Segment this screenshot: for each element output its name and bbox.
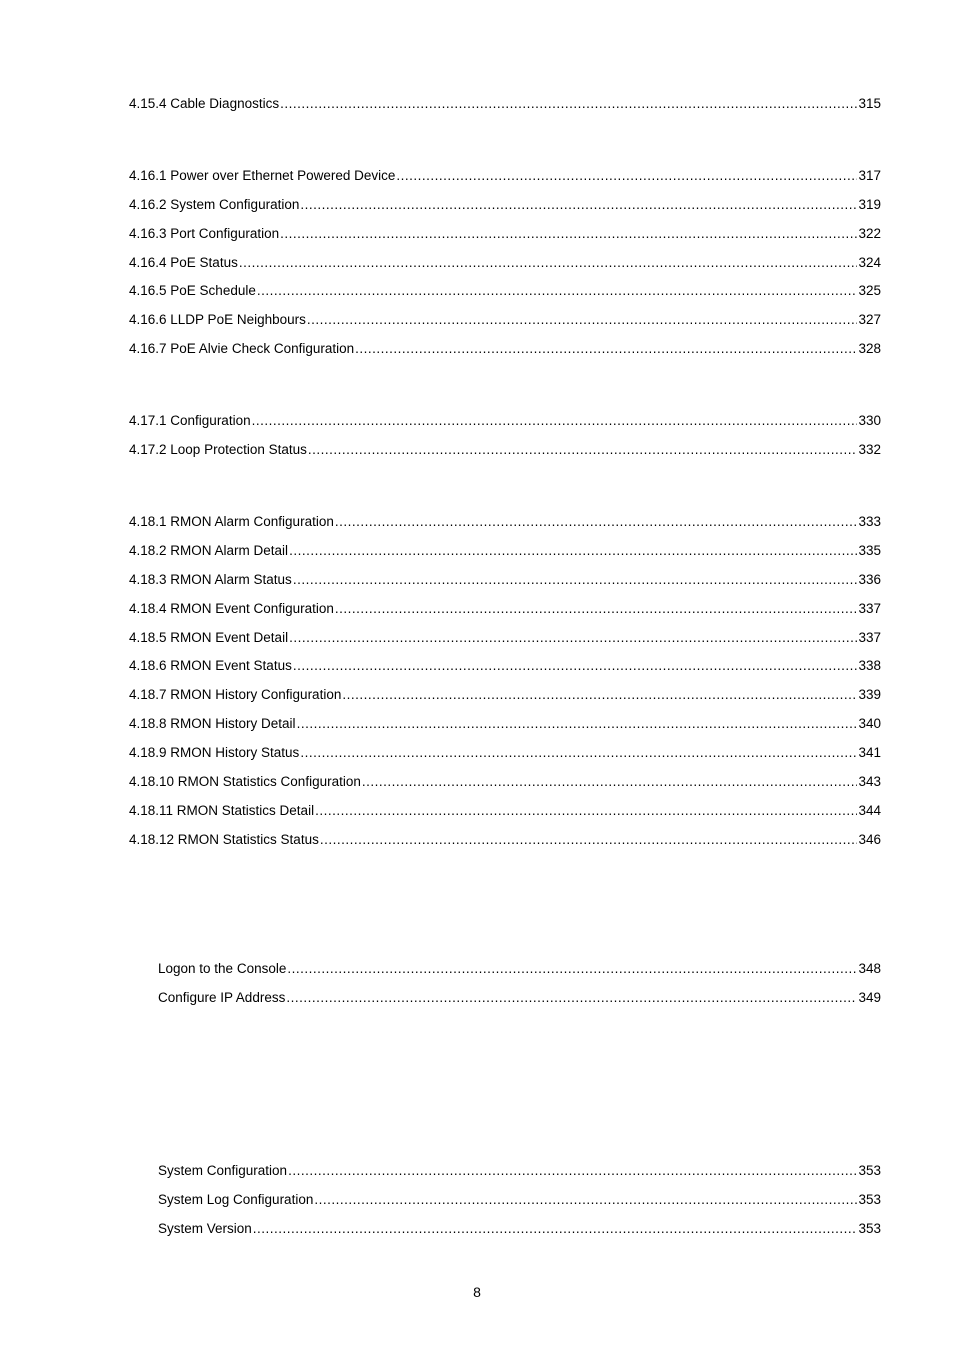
toc-entry-title: 4.16.1 Power over Ethernet Powered Device	[129, 168, 396, 183]
toc-leader-dots	[280, 95, 857, 113]
toc-entry-title: 4.17.2 Loop Protection Status	[129, 442, 307, 457]
toc-entry-page: 341	[858, 745, 881, 760]
toc-entry-page: 346	[858, 832, 881, 847]
toc-leader-dots	[252, 412, 858, 430]
toc-entry-page: 344	[858, 803, 881, 818]
toc-entry-title: 4.18.10 RMON Statistics Configuration	[129, 774, 361, 789]
toc-leader-dots	[293, 571, 858, 589]
toc-entry	[158, 960, 881, 978]
toc-leader-dots	[315, 802, 857, 820]
toc-leader-dots	[314, 1191, 857, 1209]
toc-leader-dots	[342, 686, 857, 704]
toc-entry-page: 337	[858, 630, 881, 645]
toc-entry	[129, 441, 881, 459]
toc-entry-page: 340	[858, 716, 881, 731]
toc-entry	[158, 1220, 881, 1238]
toc-leader-dots	[289, 542, 857, 560]
toc-entry	[129, 629, 881, 647]
toc-entry-page: 338	[858, 658, 881, 673]
toc-entry-title: 4.18.11 RMON Statistics Detail	[129, 803, 315, 818]
toc-entry-title: 4.18.7 RMON History Configuration	[129, 687, 342, 702]
toc-entry-page: 353	[858, 1221, 881, 1236]
toc-entry	[129, 744, 881, 762]
toc-entry-page: 325	[858, 283, 881, 298]
toc-entry	[129, 225, 881, 243]
toc-entry	[129, 600, 881, 618]
toc-leader-dots	[362, 773, 858, 791]
toc-entry-title: 4.18.4 RMON Event Configuration	[129, 601, 334, 616]
toc-entry-title: 4.17.1 Configuration	[129, 413, 251, 428]
toc-leader-dots	[355, 340, 857, 358]
toc-entry-title: System Configuration	[158, 1163, 288, 1178]
toc-entry	[129, 340, 881, 358]
toc-entry-page: 349	[858, 990, 881, 1005]
toc-leader-dots	[286, 989, 857, 1007]
toc-leader-dots	[307, 311, 858, 329]
toc-entry	[129, 715, 881, 733]
toc-entry-page: 353	[858, 1192, 881, 1207]
toc-leader-dots	[253, 1220, 858, 1238]
toc-entry-title: 4.15.4 Cable Diagnostics	[129, 96, 280, 111]
toc-entry	[158, 1162, 881, 1180]
toc-entry-title: 4.16.6 LLDP PoE Neighbours	[129, 312, 306, 327]
toc-entry-title: 4.18.8 RMON History Detail	[129, 716, 296, 731]
toc-entry	[129, 95, 881, 113]
toc-entry-page: 319	[858, 197, 881, 212]
toc-entry-page: 339	[858, 687, 881, 702]
toc-leader-dots	[300, 744, 857, 762]
toc-entry	[129, 686, 881, 704]
toc-leader-dots	[287, 960, 857, 978]
toc-entry	[129, 311, 881, 329]
toc-entry	[129, 513, 881, 531]
toc-entry-page: 336	[858, 572, 881, 587]
toc-entry	[129, 542, 881, 560]
toc-entry-page: 327	[858, 312, 881, 327]
page-number: 8	[473, 1284, 481, 1300]
toc-entry-title: 4.18.1 RMON Alarm Configuration	[129, 514, 334, 529]
toc-entry-title: 4.16.7 PoE Alvie Check Configuration	[129, 341, 355, 356]
toc-entry	[129, 254, 881, 272]
toc-entry	[129, 282, 881, 300]
toc-entry-title: Configure IP Address	[158, 990, 286, 1005]
toc-entry-page: 322	[858, 226, 881, 241]
toc-entry	[129, 773, 881, 791]
toc-entry-page: 330	[858, 413, 881, 428]
toc-leader-dots	[288, 1162, 857, 1180]
toc-entry-title: 4.18.6 RMON Event Status	[129, 658, 292, 673]
toc-entry	[129, 196, 881, 214]
toc-leader-dots	[320, 831, 858, 849]
toc-entry-title: 4.18.2 RMON Alarm Detail	[129, 543, 289, 558]
toc-entry-title: Logon to the Console	[158, 961, 287, 976]
toc-entry-page: 343	[858, 774, 881, 789]
toc-entry-title: 4.16.5 PoE Schedule	[129, 283, 256, 298]
toc-leader-dots	[308, 441, 858, 459]
toc-entry-page: 333	[858, 514, 881, 529]
toc-entry-title: 4.18.12 RMON Statistics Status	[129, 832, 319, 847]
toc-entry	[129, 657, 881, 675]
toc-entry	[129, 167, 881, 185]
toc-entry-title: System Log Configuration	[158, 1192, 314, 1207]
toc-entry-page: 335	[858, 543, 881, 558]
toc-entry-title: System Version	[158, 1221, 252, 1236]
toc-entry	[129, 802, 881, 820]
toc-entry-title: 4.16.2 System Configuration	[129, 197, 300, 212]
toc-leader-dots	[297, 715, 858, 733]
toc-entry	[129, 571, 881, 589]
toc-entry-title: 4.16.3 Port Configuration	[129, 226, 280, 241]
toc-entry	[129, 412, 881, 430]
toc-leader-dots	[335, 513, 858, 531]
toc-entry-page: 353	[858, 1163, 881, 1178]
toc-leader-dots	[280, 225, 857, 243]
toc-entry-title: 4.16.4 PoE Status	[129, 255, 238, 270]
toc-entry-page: 337	[858, 601, 881, 616]
toc-entry-page: 348	[858, 961, 881, 976]
toc-entry-page: 328	[858, 341, 881, 356]
toc-entry-title: 4.18.5 RMON Event Detail	[129, 630, 289, 645]
toc-entry-title: 4.18.9 RMON History Status	[129, 745, 300, 760]
toc-leader-dots	[335, 600, 858, 618]
toc-leader-dots	[396, 167, 857, 185]
toc-leader-dots	[300, 196, 857, 214]
toc-leader-dots	[257, 282, 858, 300]
toc-leader-dots	[289, 629, 857, 647]
toc-entry-page: 324	[858, 255, 881, 270]
toc-entry	[158, 1191, 881, 1209]
toc-entry-title: 4.18.3 RMON Alarm Status	[129, 572, 292, 587]
toc-entry-page: 332	[858, 442, 881, 457]
toc-entry	[158, 989, 881, 1007]
toc-entry-page: 315	[858, 96, 881, 111]
toc-leader-dots	[293, 657, 858, 675]
toc-entry-page: 317	[858, 168, 881, 183]
toc-entry	[129, 831, 881, 849]
toc-leader-dots	[239, 254, 858, 272]
